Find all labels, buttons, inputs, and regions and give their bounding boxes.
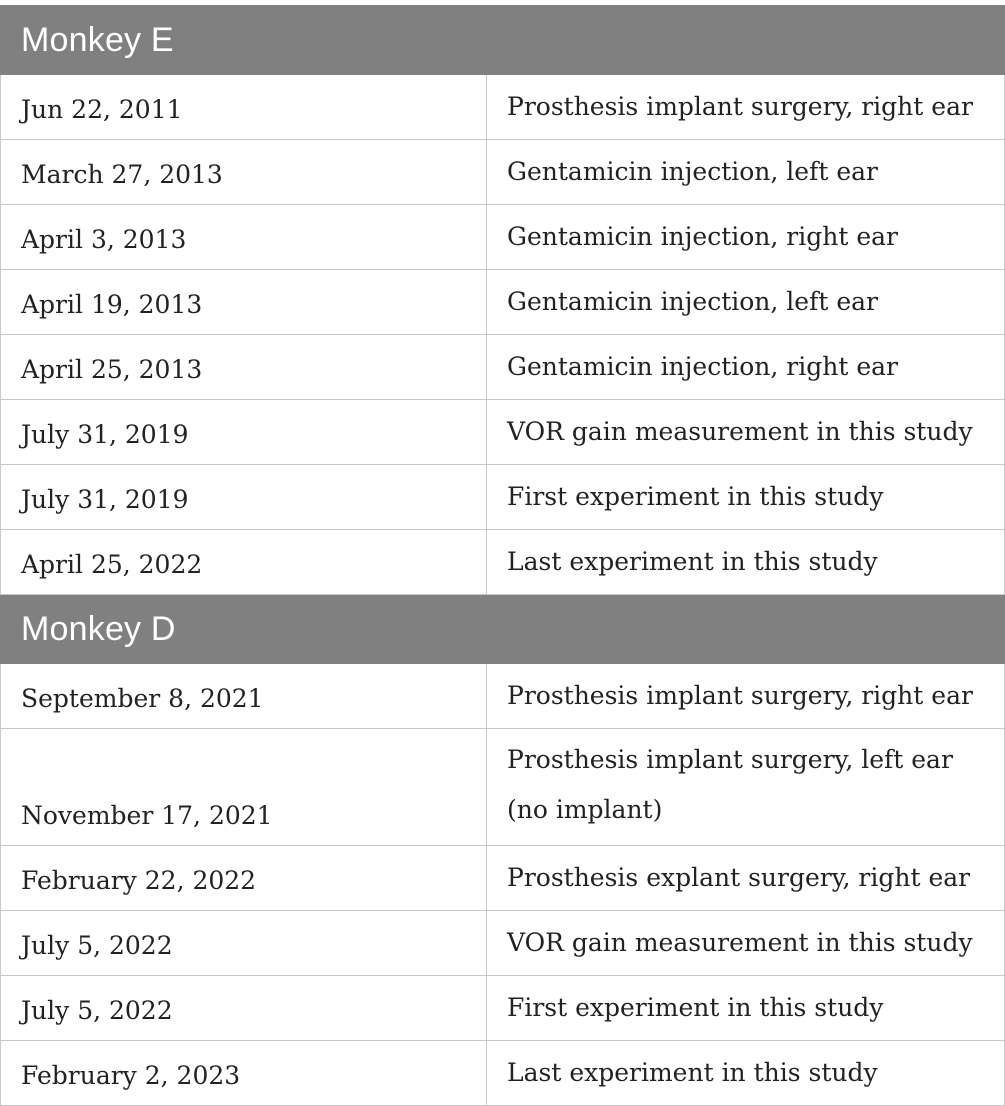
date-cell: February 2, 2023 bbox=[1, 1041, 487, 1106]
date-cell: April 3, 2013 bbox=[1, 205, 487, 270]
date-cell: Jun 22, 2011 bbox=[1, 75, 487, 140]
table-row bbox=[1, 75, 1005, 140]
table-row bbox=[1, 911, 1005, 976]
event-cell: Last experiment in this study bbox=[487, 530, 1005, 595]
group-header-monkey-e bbox=[1, 6, 1005, 75]
table-row bbox=[1, 664, 1005, 729]
event-cell: Last experiment in this study bbox=[487, 1041, 1005, 1106]
event-cell: VOR gain measurement in this study bbox=[487, 400, 1005, 465]
event-cell: First experiment in this study bbox=[487, 465, 1005, 530]
table-row bbox=[1, 335, 1005, 400]
group-header-monkey-d bbox=[1, 595, 1005, 664]
date-cell: July 5, 2022 bbox=[1, 911, 487, 976]
date-cell: July 31, 2019 bbox=[1, 400, 487, 465]
date-cell: April 19, 2013 bbox=[1, 270, 487, 335]
event-cell: First experiment in this study bbox=[487, 976, 1005, 1041]
table-row bbox=[1, 270, 1005, 335]
table-row bbox=[1, 465, 1005, 530]
date-cell: July 31, 2019 bbox=[1, 465, 487, 530]
group-title: Monkey E bbox=[1, 6, 1005, 75]
event-cell: Prosthesis implant surgery, right ear bbox=[487, 75, 1005, 140]
date-cell: March 27, 2013 bbox=[1, 140, 487, 205]
event-cell: Gentamicin injection, right ear bbox=[487, 335, 1005, 400]
date-cell: July 5, 2022 bbox=[1, 976, 487, 1041]
table-row bbox=[1, 729, 1005, 846]
table-row bbox=[1, 530, 1005, 595]
event-cell: Gentamicin injection, right ear bbox=[487, 205, 1005, 270]
event-cell: Prosthesis implant surgery, right ear bbox=[487, 664, 1005, 729]
table-row bbox=[1, 140, 1005, 205]
date-cell: April 25, 2013 bbox=[1, 335, 487, 400]
event-cell: Gentamicin injection, left ear bbox=[487, 140, 1005, 205]
table-row bbox=[1, 846, 1005, 911]
table-row bbox=[1, 400, 1005, 465]
group-title: Monkey D bbox=[1, 595, 1005, 664]
date-cell: September 8, 2021 bbox=[1, 664, 487, 729]
table-row bbox=[1, 205, 1005, 270]
date-cell: February 22, 2022 bbox=[1, 846, 487, 911]
event-cell: VOR gain measurement in this study bbox=[487, 911, 1005, 976]
event-cell: Gentamicin injection, left ear bbox=[487, 270, 1005, 335]
event-cell: Prosthesis implant surgery, left ear (no implant) bbox=[487, 729, 1005, 846]
event-cell: Prosthesis explant surgery, right ear bbox=[487, 846, 1005, 911]
table-row bbox=[1, 1041, 1005, 1106]
table-row bbox=[1, 976, 1005, 1041]
date-cell: April 25, 2022 bbox=[1, 530, 487, 595]
timeline-table bbox=[0, 5, 1005, 1106]
date-cell: November 17, 2021 bbox=[1, 729, 487, 846]
